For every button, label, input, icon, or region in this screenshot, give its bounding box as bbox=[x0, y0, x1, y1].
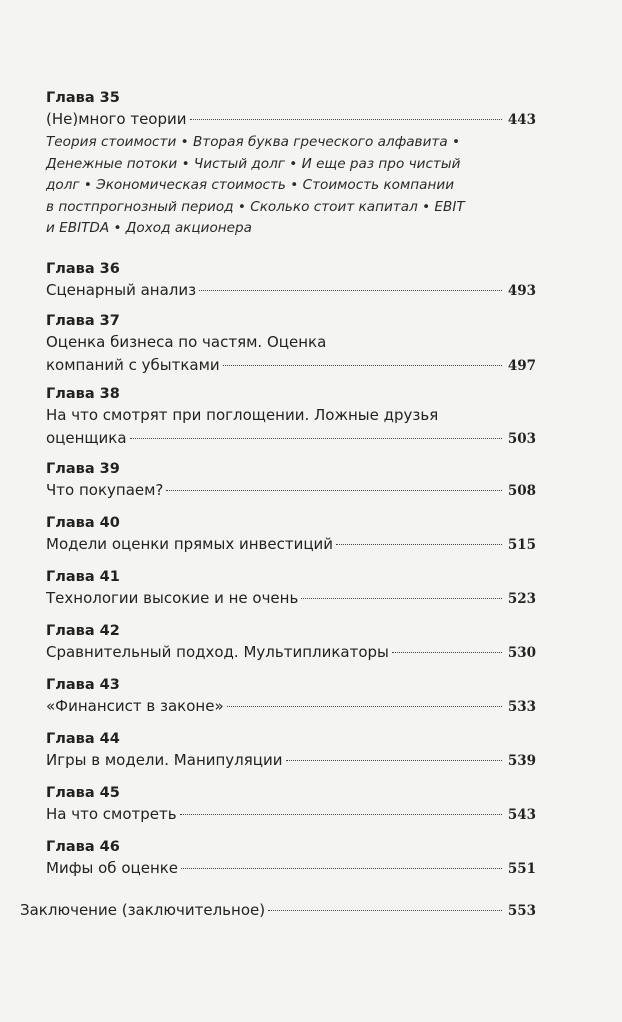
page-number: 503 bbox=[507, 431, 536, 447]
subtopic-line: Теория стоимости • Вторая буква греческого алфавита • bbox=[46, 134, 460, 150]
page-number: 497 bbox=[507, 358, 536, 374]
toc-entry[interactable] bbox=[46, 749, 536, 773]
toc-entry[interactable] bbox=[46, 803, 536, 827]
chapter-title: Технологии высокие и не очень bbox=[46, 589, 299, 607]
toc-entry[interactable] bbox=[46, 479, 536, 503]
toc-chapter-37 bbox=[46, 311, 536, 378]
page-number: 530 bbox=[507, 645, 536, 661]
toc-entry[interactable] bbox=[20, 899, 536, 923]
page-number: 553 bbox=[507, 903, 536, 919]
chapter-label: Глава 42 bbox=[46, 623, 120, 639]
chapter-title-cont: оценщика bbox=[46, 429, 127, 447]
dot-leader bbox=[286, 759, 502, 761]
toc-chapter-45 bbox=[46, 783, 536, 827]
dot-leader bbox=[227, 705, 502, 707]
subtopic-line: долг • Экономическая стоимость • Стоимость компании bbox=[46, 177, 455, 193]
toc-conclusion bbox=[20, 899, 536, 923]
chapter-label: Глава 46 bbox=[46, 839, 120, 855]
chapter-title: Сценарный анализ bbox=[46, 281, 197, 299]
subtopic-line: Денежные потоки • Чистый долг • И еще раз про чистый bbox=[46, 155, 461, 172]
toc-chapter-35 bbox=[46, 88, 536, 240]
toc-chapter-44 bbox=[46, 729, 536, 773]
chapter-label: Глава 41 bbox=[46, 569, 120, 585]
chapter-title: На что смотрят при поглощении. Ложные друзья bbox=[46, 406, 439, 424]
toc-entry[interactable] bbox=[46, 695, 536, 719]
conclusion-title: Заключение (заключительное) bbox=[20, 901, 266, 919]
chapter-title-cont: компаний с убытками bbox=[46, 356, 220, 374]
chapter-label: Глава 44 bbox=[46, 731, 120, 747]
toc-entry[interactable] bbox=[46, 641, 536, 665]
dot-leader bbox=[392, 651, 502, 653]
chapter-title: На что смотреть bbox=[46, 805, 177, 823]
chapter-label: Глава 37 bbox=[46, 313, 120, 329]
chapter-title: Игры в модели. Манипуляции bbox=[46, 751, 283, 769]
toc-entry[interactable] bbox=[46, 279, 536, 303]
dot-leader bbox=[190, 118, 502, 120]
toc-entry[interactable] bbox=[46, 587, 536, 611]
subtopic-line: в постпрогнозный период • Сколько стоит капитал • EBIT bbox=[46, 198, 465, 215]
toc-entry[interactable] bbox=[46, 857, 536, 881]
chapter-label: Глава 45 bbox=[46, 785, 120, 801]
chapter-title: «Финансист в законе» bbox=[46, 697, 224, 715]
toc-entry[interactable] bbox=[46, 533, 536, 557]
toc-entry[interactable] bbox=[46, 108, 536, 132]
page-number: 493 bbox=[507, 283, 536, 299]
dot-leader bbox=[166, 489, 501, 491]
page-number: 543 bbox=[507, 807, 536, 823]
chapter-title: Что покупаем? bbox=[46, 481, 164, 499]
page-number: 443 bbox=[507, 112, 536, 128]
page-number: 533 bbox=[507, 699, 536, 715]
toc-chapter-43 bbox=[46, 675, 536, 719]
dot-leader bbox=[223, 364, 502, 366]
toc-entry[interactable] bbox=[46, 354, 536, 378]
page-number: 515 bbox=[507, 537, 536, 553]
chapter-title: (Не)много теории bbox=[46, 110, 187, 128]
dot-leader bbox=[336, 543, 502, 545]
chapter-label: Глава 38 bbox=[46, 386, 120, 402]
dot-leader bbox=[181, 867, 502, 869]
dot-leader bbox=[268, 909, 502, 911]
chapter-label: Глава 43 bbox=[46, 677, 120, 693]
toc-chapter-36 bbox=[46, 259, 536, 303]
toc-chapter-40 bbox=[46, 513, 536, 557]
chapter-title: Модели оценки прямых инвестиций bbox=[46, 535, 334, 553]
toc-chapter-39 bbox=[46, 459, 536, 503]
chapter-label: Глава 36 bbox=[46, 261, 120, 277]
dot-leader bbox=[130, 437, 502, 439]
toc-chapter-42 bbox=[46, 621, 536, 665]
chapter-title: Сравнительный подход. Мультипликаторы bbox=[46, 643, 389, 661]
dot-leader bbox=[301, 597, 502, 599]
page-number: 539 bbox=[507, 753, 536, 769]
chapter-label: Глава 35 bbox=[46, 90, 120, 106]
subtopic-line: и EBITDA • Доход акционера bbox=[46, 220, 252, 236]
chapter-subtopics bbox=[46, 132, 536, 240]
page-number: 523 bbox=[507, 591, 536, 607]
chapter-title: Мифы об оценке bbox=[46, 859, 179, 877]
page-number: 551 bbox=[507, 861, 536, 877]
toc-chapter-46 bbox=[46, 837, 536, 881]
toc-chapter-38 bbox=[46, 384, 536, 451]
dot-leader bbox=[199, 289, 502, 291]
chapter-label: Глава 40 bbox=[46, 515, 120, 531]
chapter-title: Оценка бизнеса по частям. Оценка bbox=[46, 333, 327, 351]
page-number: 508 bbox=[507, 483, 536, 499]
toc-chapter-41 bbox=[46, 567, 536, 611]
chapter-label: Глава 39 bbox=[46, 461, 120, 477]
dot-leader bbox=[180, 813, 502, 815]
toc-entry[interactable] bbox=[46, 427, 536, 451]
